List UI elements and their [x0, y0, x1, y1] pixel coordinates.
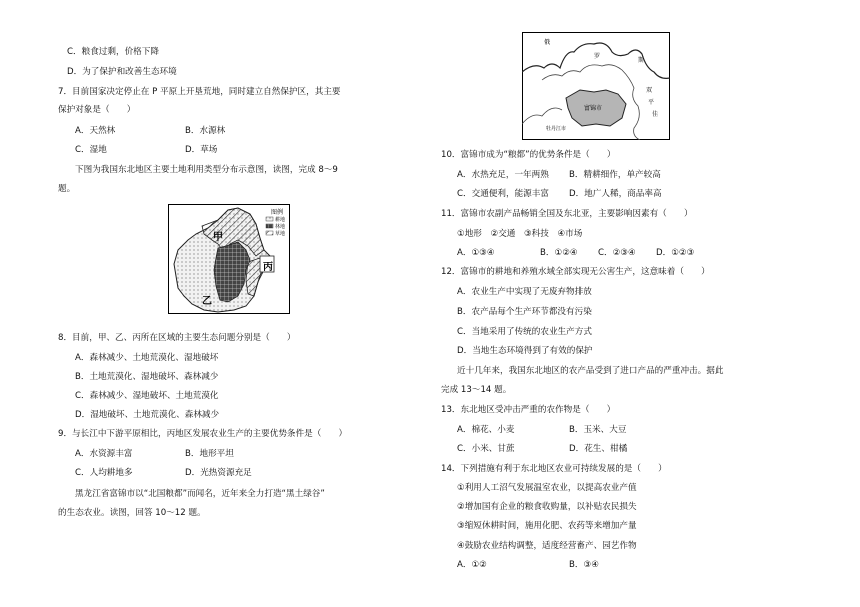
fujin-map-svg — [522, 32, 670, 140]
right-column-line: A．农业生产中实现了无废弃物排放 — [457, 287, 592, 297]
right-column-line: D．地广人稀，商品率高 — [569, 189, 662, 199]
right-column-line: C．小米、甘蔗 — [457, 444, 515, 454]
left-column-line: D．湿地破坏、土地荒漠化、森林减少 — [75, 410, 220, 420]
right-column-line: D．①②③ — [656, 248, 695, 258]
right-column-line: B．精耕细作，单产较高 — [569, 170, 661, 180]
right-column-line: ①地形 ②交通 ③科技 ④市场 — [457, 229, 583, 239]
right-column-line: D．当地生态环境得到了有效的保护 — [457, 346, 593, 356]
label-si: 斯 — [638, 57, 645, 64]
right-column-line: B．农产品每个生产环节都没有污染 — [457, 307, 592, 317]
left-column-line: A．水资源丰富 — [75, 449, 133, 459]
label-jia-2: 佳 — [652, 111, 659, 118]
label-jia: 甲 — [213, 232, 223, 243]
legend-item-3: 草地 — [275, 231, 286, 237]
left-column-line: 8．目前，甲、乙、丙所在区域的主要生态问题分别是（ ） — [58, 333, 296, 343]
left-column-line: D．光热资源充足 — [185, 468, 252, 478]
left-column-line: 黑龙江省富锦市以“北国粮都”而闻名，近年来全力打造“黑土绿谷” — [75, 489, 325, 499]
legend-title: 图例 — [271, 209, 284, 216]
legend-item-1: 耕地 — [275, 217, 286, 223]
land-use-map-svg — [168, 204, 290, 314]
right-column-line: 12．富锦市的耕地和养殖水域全部实现无公害生产，这意味着（ ） — [441, 267, 710, 277]
right-column-line: 11．富锦市农副产品畅销全国及东北亚，主要影响因素有（ ） — [441, 209, 693, 219]
right-column-line: 完成 13～14 题。 — [441, 385, 512, 395]
right-column-line: 13．东北地区受冲击严重的农作物是（ ） — [441, 405, 616, 415]
right-column-line: ①利用人工沼气发展温室农业，以提高农业产值 — [457, 483, 637, 493]
right-column-line: B．①②④ — [540, 248, 578, 258]
left-column-line: 9．与长江中下游平原相比，丙地区发展农业生产的主要优势条件是（ ） — [58, 429, 348, 439]
left-column-line: 的生态农业。读图，回答 10～12 题。 — [58, 508, 206, 518]
right-column-line: A．①② — [457, 560, 487, 570]
label-yi: 乙 — [202, 296, 212, 307]
right-column-line: C．②③④ — [598, 248, 636, 258]
right-column-line: ③缩短休耕时间，施用化肥、农药等来增加产量 — [457, 521, 637, 531]
left-column-line: B．地形平坦 — [185, 449, 234, 459]
legend-item-2: 林地 — [275, 224, 286, 230]
right-column-line: A．棉花、小麦 — [457, 425, 515, 435]
left-column-line: 题。 — [58, 184, 76, 194]
left-column-line: 保护对象是（ ） — [58, 105, 136, 115]
left-column-line: C．粮食过剩，价格下降 — [67, 47, 159, 57]
left-column-line: 7．目前国家决定停止在 P 平原上开垦荒地，同时建立自然保护区，其主要 — [58, 87, 341, 97]
right-column-line: 近十几年来，我国东北地区的农产品受到了进口产品的严重冲击。据此 — [457, 366, 724, 376]
right-column-line: C．当地采用了传统的农业生产方式 — [457, 327, 592, 337]
right-column-line: B．玉米、大豆 — [569, 425, 627, 435]
fujin-location-map — [522, 32, 670, 140]
right-column-line: A．①③④ — [457, 248, 495, 258]
left-column-line: 下图为我国东北地区主要土地利用类型分布示意图，读图，完成 8～9 — [75, 165, 338, 175]
right-column-line: B．③④ — [569, 560, 599, 570]
right-column-line: ②增加国有企业的粮食收购量，以补贴农民损失 — [457, 502, 637, 512]
left-column-line: C．人均耕地多 — [75, 468, 133, 478]
left-column-line: A．森林减少、土地荒漠化、湿地破坏 — [75, 353, 219, 363]
right-column-line: A．水热充足，一年两熟 — [457, 170, 549, 180]
left-column-line: B．水源林 — [185, 126, 226, 136]
label-mu: 牡丹江市 — [546, 126, 567, 132]
right-column-line: C．交通便利，能源丰富 — [457, 189, 549, 199]
label-bing: 丙 — [263, 262, 273, 273]
right-column-line: D．花生、柑橘 — [569, 444, 628, 454]
left-column-line: D．为了保护和改善生态环境 — [67, 67, 177, 77]
city-label: 富锦市 — [584, 105, 603, 112]
right-column-line: 14．下列措施有利于东北地区农业可持续发展的是（ ） — [441, 464, 667, 474]
left-column-line: D．草场 — [185, 145, 218, 155]
left-column-line: A．天然林 — [75, 126, 116, 136]
label-ping: 平 — [648, 99, 655, 106]
left-column-line: C．湿地 — [75, 145, 107, 155]
label-e: 俄 — [544, 39, 551, 46]
label-shuang: 双 — [646, 87, 653, 94]
left-column-line: C．森林减少、湿地破坏、土地荒漠化 — [75, 391, 219, 401]
label-luo: 罗 — [594, 53, 601, 60]
left-column-line: B．土地荒漠化、湿地破坏、森林减少 — [75, 372, 219, 382]
northeast-land-use-map — [168, 204, 290, 314]
right-column-line: 10．富锦市成为“粮都”的优势条件是（ ） — [441, 150, 616, 160]
right-column-line: ④鼓励农业结构调整，适度经营畜产、园艺作物 — [457, 541, 637, 551]
